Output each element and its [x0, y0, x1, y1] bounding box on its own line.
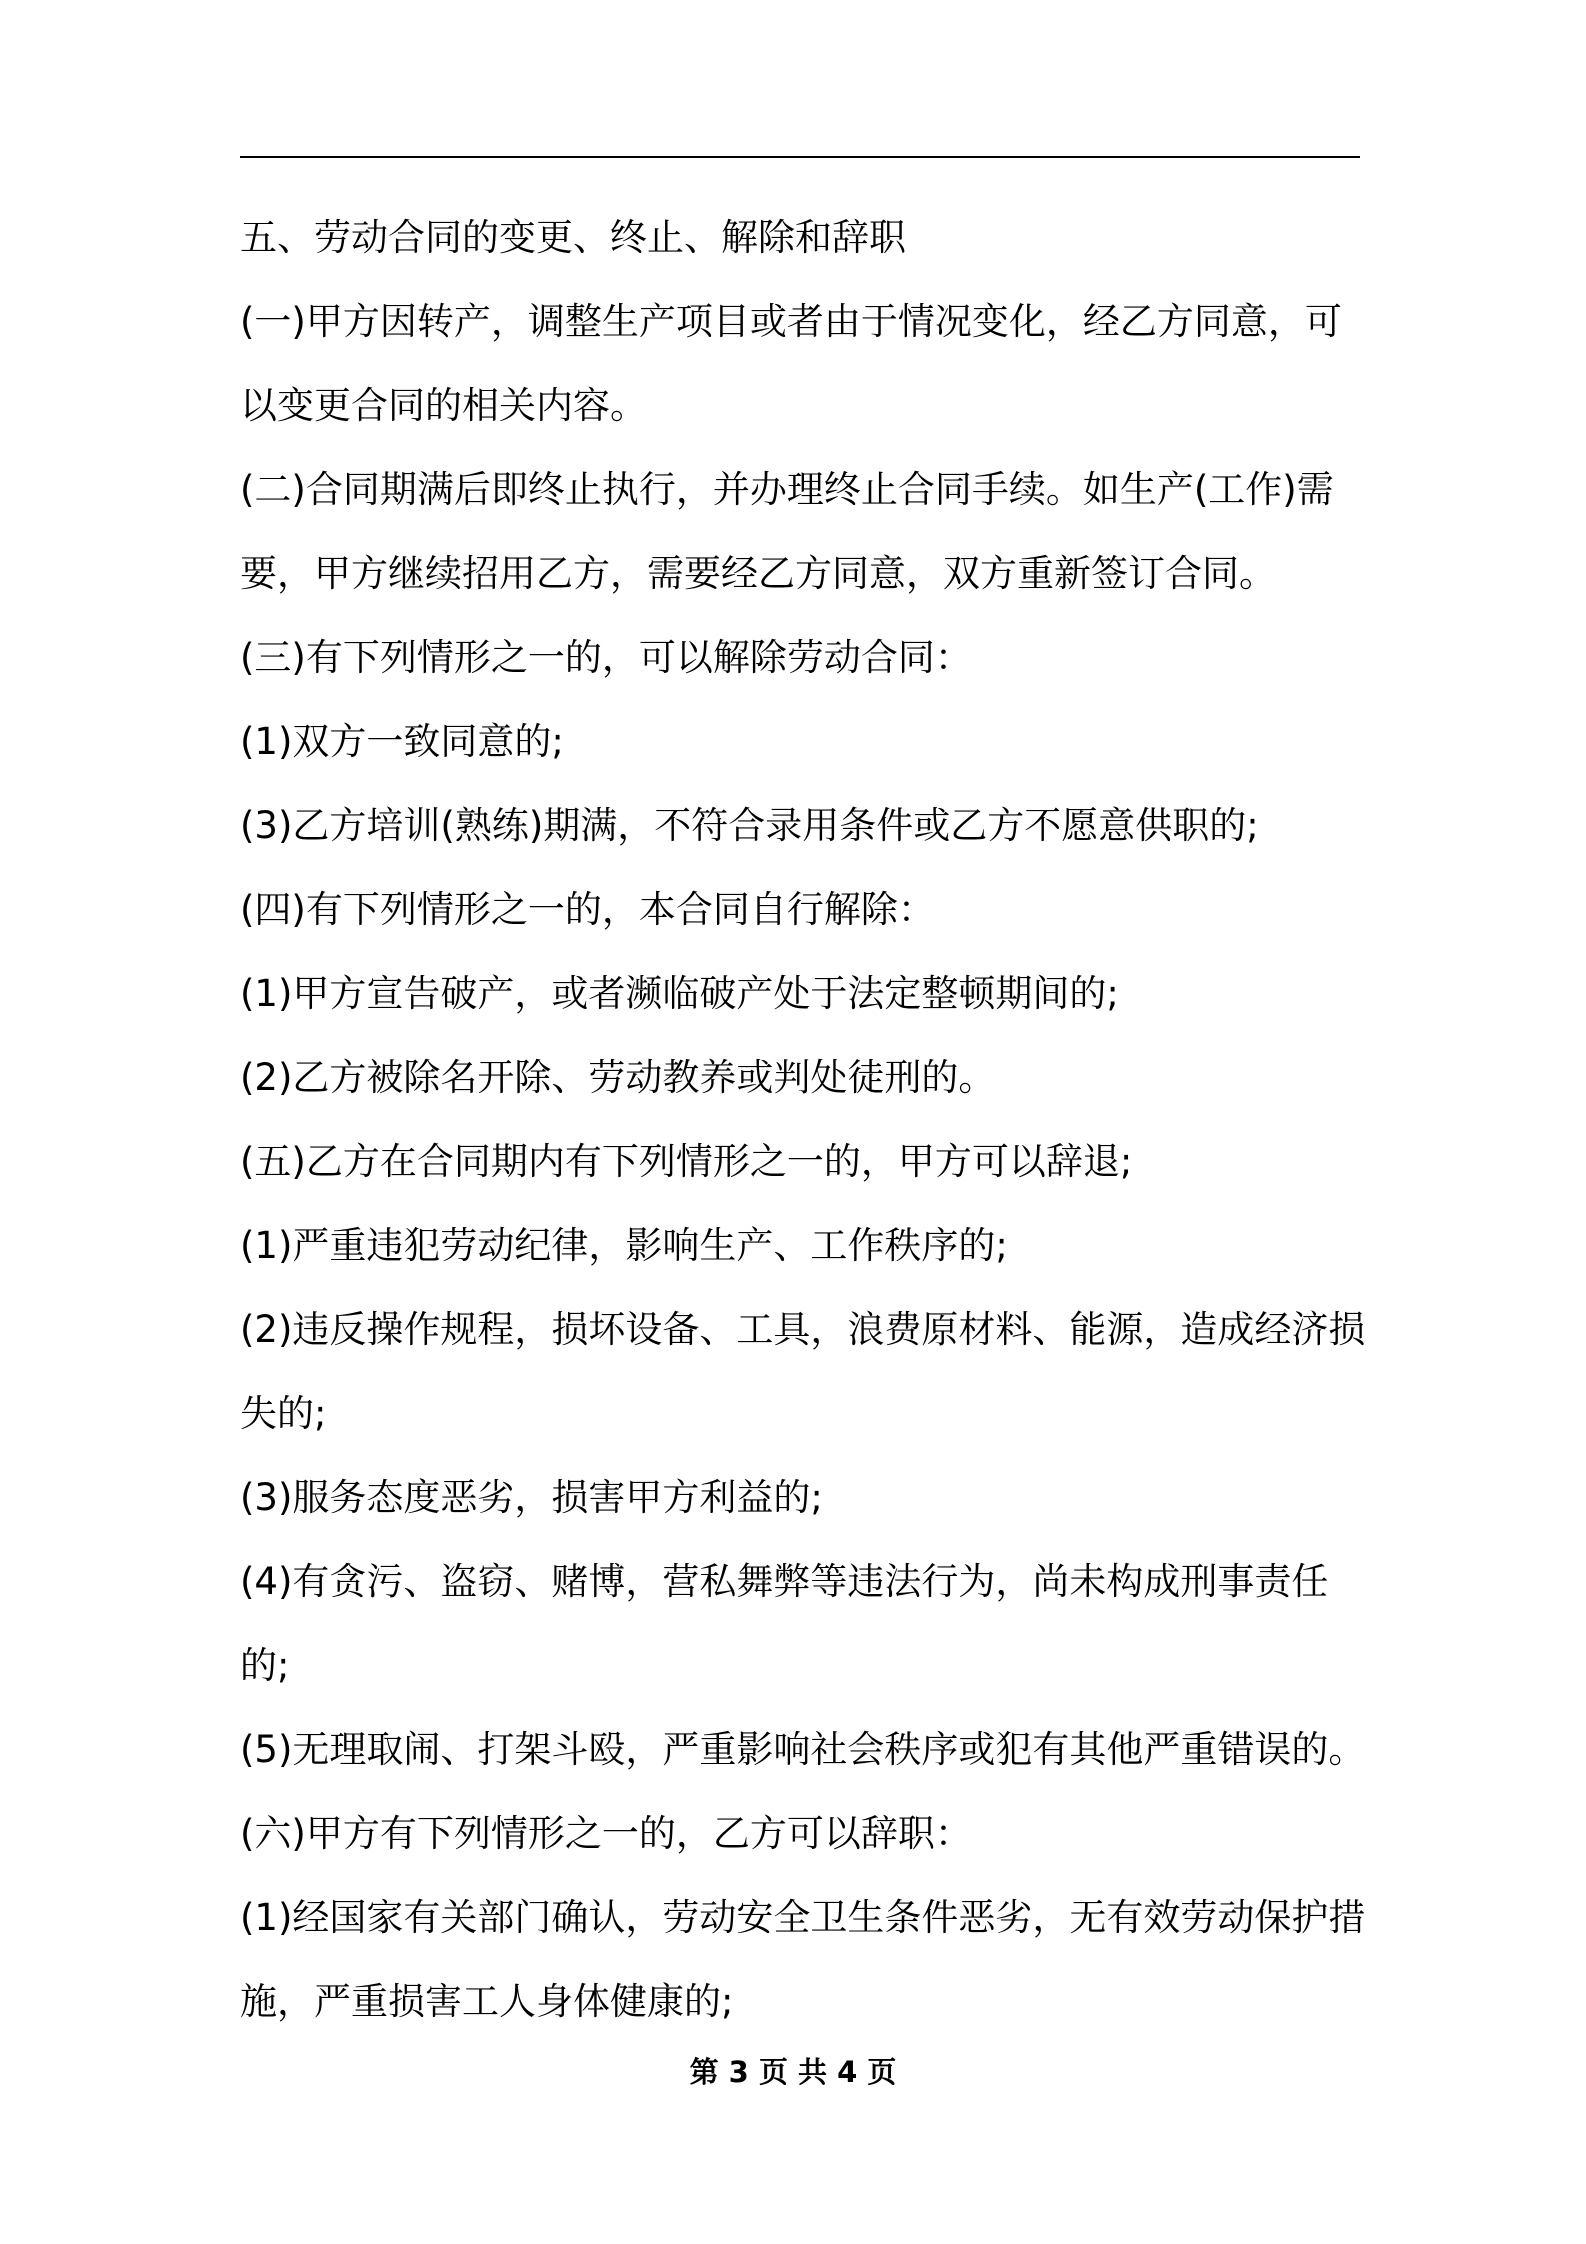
paragraph: (一)甲方因转产，调整生产项目或者由于情况变化，经乙方同意，可以变更合同的相关内容。 [240, 300, 1342, 427]
paragraph: (四)有下列情形之一的，本合同自行解除： [240, 888, 935, 931]
paragraph: (三)有下列情形之一的，可以解除劳动合同： [240, 636, 972, 679]
section-heading: 五、劳动合同的变更、终止、解除和辞职 [240, 216, 906, 259]
paragraph: (1)严重违犯劳动纪律，影响生产、工作秩序的; [240, 1224, 1008, 1267]
paragraph: (5)无理取闹、打架斗殴，严重影响社会秩序或犯有其他严重错误的。 [240, 1728, 1366, 1771]
paragraph: (五)乙方在合同期内有下列情形之一的，甲方可以辞退; [240, 1140, 1133, 1183]
paragraph: (3)乙方培训(熟练)期满，不符合录用条件或乙方不愿意供职的; [240, 804, 1259, 847]
paragraph: (1)甲方宣告破产，或者濒临破产处于法定整顿期间的; [240, 972, 1119, 1015]
document-body [240, 196, 1370, 2044]
paragraph: (二)合同期满后即终止执行，并办理终止合同手续。如生产(工作)需要，甲方继续招用乙方，需要经乙方同意，双方重新签订合同。 [240, 468, 1334, 595]
paragraph: (2)乙方被除名开除、劳动教养或判处徒刑的。 [240, 1056, 996, 1099]
paragraph: (3)服务态度恶劣，损害甲方利益的; [240, 1476, 823, 1519]
header-rule [240, 156, 1360, 158]
paragraph: (1)双方一致同意的; [240, 720, 564, 763]
paragraph: (2)违反操作规程，损坏设备、工具，浪费原材料、能源，造成经济损失的; [240, 1308, 1366, 1435]
paragraph: (六)甲方有下列情形之一的，乙方可以辞职： [240, 1812, 972, 1855]
paragraph: (4)有贪污、盗窃、赌博，营私舞弊等违法行为，尚未构成刑事责任的; [240, 1560, 1329, 1687]
page-number-footer: 第 3 页 共 4 页 [689, 2055, 897, 2089]
paragraph: (1)经国家有关部门确认，劳动安全卫生条件恶劣，无有效劳动保护措施，严重损害工人身体健康的; [240, 1896, 1366, 2023]
